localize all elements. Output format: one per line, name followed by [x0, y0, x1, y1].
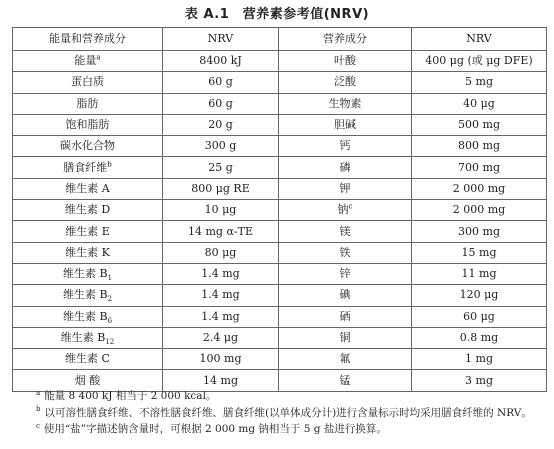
nutrient-name-text: 维生素 K — [65, 245, 110, 259]
nrv-value — [163, 93, 279, 114]
nutrient-name-text: 维生素 A — [65, 181, 110, 195]
nrv-value — [412, 114, 547, 135]
nrv-value-text: 800 mg — [458, 139, 500, 153]
footnote-text: 使用“盐”字描述钠含量时，可根据 2 000 mg 钠相当于 5 g 盐进行换算。 — [43, 423, 387, 435]
nutrient-name-text: 叶酸 — [334, 54, 356, 68]
table-title: 表 A.1 营养素参考值(NRV) — [184, 7, 370, 22]
nutrient-name-text: 钠 — [337, 203, 349, 217]
nrv-value — [163, 327, 279, 348]
nutrient-name-text: 维生素 D — [64, 203, 111, 217]
nrv-value — [412, 200, 547, 221]
table-row — [13, 285, 547, 306]
header-nutrient: 营养成分 — [279, 28, 412, 51]
nrv-value-text: 8400 kJ — [199, 54, 242, 68]
table-row — [13, 327, 547, 348]
nrv-value-text: 100 mg — [199, 352, 242, 366]
nutrient-name — [13, 93, 163, 114]
nrv-value-text: 700 mg — [458, 160, 500, 174]
nrv-value — [412, 72, 547, 93]
table-header-row — [13, 28, 547, 51]
nutrient-name — [279, 200, 412, 221]
nrv-value-text: 2.4 μg — [202, 331, 239, 344]
nrv-value-text: 60 g — [208, 96, 233, 110]
nutrient-name — [279, 114, 412, 135]
nrv-value — [412, 221, 547, 242]
nrv-value — [163, 136, 279, 157]
table-row — [13, 349, 547, 370]
table-row — [13, 200, 547, 221]
nutrient-name — [279, 157, 412, 178]
nrv-value-text: 11 mg — [461, 267, 497, 281]
nrv-table — [12, 27, 547, 392]
nrv-value-text: 3 mg — [465, 373, 493, 387]
nutrient-name-text: 磷 — [339, 160, 351, 174]
nrv-value — [412, 51, 547, 72]
nrv-value-text: 2 000 mg — [452, 181, 506, 195]
footnote-marker: b — [107, 159, 112, 168]
nrv-value — [163, 263, 279, 284]
nutrient-name — [279, 72, 412, 93]
nrv-value — [412, 136, 547, 157]
footnote-text: 以可溶性膳食纤维、不溶性膳食纤维、膳食纤维(以单体成分计)进行含量标示时均采用膳食纤维的 NRV。 — [44, 406, 532, 419]
nutrient-name-text: 氟 — [339, 352, 351, 366]
nrv-value-text: 80 μg — [204, 245, 237, 259]
nutrient-name — [13, 263, 163, 284]
nutrient-name — [13, 349, 163, 370]
footnote — [36, 388, 546, 405]
table-row — [13, 72, 547, 93]
table-footnotes — [36, 388, 546, 438]
nrv-value — [412, 263, 547, 284]
footnote-marker: c — [348, 202, 353, 211]
nrv-value — [163, 51, 279, 72]
nutrient-name-text: 蛋白质 — [71, 75, 104, 89]
nrv-value — [163, 200, 279, 221]
nrv-value — [163, 221, 279, 242]
table-row — [13, 51, 547, 72]
table-row — [13, 221, 547, 242]
nutrient-name-text: 碘 — [339, 288, 351, 302]
nutrient-name — [279, 221, 412, 242]
nrv-value — [163, 157, 279, 178]
nrv-value-text: 400 μg (或 μg DFE) — [425, 54, 533, 68]
nrv-value — [163, 72, 279, 93]
footnote — [36, 405, 546, 422]
subscript: 12 — [105, 338, 115, 347]
nrv-value — [412, 242, 547, 263]
nutrient-name — [13, 72, 163, 93]
nutrient-name — [279, 306, 412, 327]
nutrient-name-text: 维生素 E — [65, 224, 110, 238]
nutrient-name-text: 维生素 B — [62, 309, 108, 323]
nrv-value-text: 25 g — [208, 160, 233, 174]
nutrient-name-text: 碳水化合物 — [60, 139, 115, 153]
nutrient-name-text: 锌 — [339, 267, 351, 281]
nutrient-name-text: 生物素 — [328, 96, 362, 110]
nutrient-name-text: 饱和脂肪 — [65, 118, 110, 132]
nutrient-name-text: 烟 酸 — [74, 373, 101, 387]
nutrient-name-text: 维生素 C — [65, 352, 110, 366]
table-row — [13, 157, 547, 178]
nrv-value-text: 300 mg — [458, 224, 500, 238]
header-nrv: NRV — [412, 28, 547, 51]
table-row — [13, 136, 547, 157]
nutrient-name-text: 铁 — [339, 245, 351, 259]
footnote — [36, 421, 546, 438]
nutrient-name-text: 维生素 B — [60, 331, 106, 344]
nutrient-name-text: 维生素 B — [62, 288, 108, 302]
footnote-marker: c — [36, 421, 40, 430]
nrv-value-text: 60 μg — [463, 309, 495, 323]
nutrient-name — [13, 200, 163, 221]
nutrient-name — [13, 114, 163, 135]
nutrient-name — [279, 93, 412, 114]
nrv-value — [163, 306, 279, 327]
nrv-value-text: 60 g — [208, 75, 233, 89]
footnote-marker: b — [36, 405, 41, 413]
nutrient-name — [13, 51, 163, 72]
nrv-value-text: 15 mg — [461, 245, 497, 259]
nutrient-name — [279, 263, 412, 284]
nutrient-name — [13, 327, 163, 348]
subscript: 2 — [107, 295, 113, 304]
nrv-value — [163, 178, 279, 199]
nutrient-name — [279, 51, 412, 72]
nrv-value-text: 0.8 mg — [459, 331, 499, 344]
nutrient-name — [13, 136, 163, 157]
header-nrv: NRV — [163, 28, 279, 51]
nutrient-name — [13, 242, 163, 263]
nrv-value — [412, 285, 547, 306]
nutrient-name-text: 镁 — [339, 224, 351, 238]
footnote-marker: a — [96, 53, 101, 62]
header-nutrient: 能量和营养成分 — [13, 28, 163, 51]
nutrient-name — [13, 178, 163, 199]
nutrient-name — [13, 157, 163, 178]
nutrient-name — [13, 221, 163, 242]
nrv-value — [163, 285, 279, 306]
nrv-value — [412, 178, 547, 199]
nutrient-name-text: 锰 — [339, 373, 351, 387]
nutrient-name-text: 膳食纤维 — [63, 160, 108, 174]
nrv-value-text: 500 mg — [458, 118, 500, 132]
nrv-value — [163, 349, 279, 370]
nutrient-name-text: 维生素 B — [62, 267, 108, 281]
nrv-value — [412, 349, 547, 370]
nutrient-name — [13, 285, 163, 306]
nrv-value-text: 1.4 mg — [201, 267, 240, 281]
nutrient-name-text: 钾 — [339, 181, 351, 195]
nutrient-name — [279, 136, 412, 157]
nrv-value-text: 1.4 mg — [201, 309, 240, 323]
nutrient-name-text: 钙 — [339, 139, 351, 153]
nutrient-name — [279, 349, 412, 370]
nutrient-name-text: 硒 — [339, 309, 351, 323]
subscript: 6 — [107, 316, 113, 325]
nrv-value-text: 1.4 mg — [201, 288, 240, 302]
nutrient-name-text: 脂肪 — [76, 96, 99, 110]
footnote-marker: a — [36, 388, 41, 397]
nrv-value-text: 5 mg — [465, 75, 493, 89]
nrv-value — [412, 157, 547, 178]
nrv-value-text: 20 g — [208, 118, 233, 132]
nrv-value-text: 120 μg — [459, 288, 499, 302]
table-row — [13, 306, 547, 327]
nrv-value-text: 14 mg — [203, 373, 238, 387]
table-row — [13, 114, 547, 135]
nutrient-name — [279, 285, 412, 306]
nrv-value-text: 1 mg — [465, 352, 493, 366]
nrv-value — [412, 93, 547, 114]
table-row — [13, 93, 547, 114]
subscript: 1 — [107, 274, 113, 283]
nrv-value-text: 800 μg RE — [191, 181, 250, 195]
nutrient-name-text: 胆碱 — [334, 118, 356, 132]
nrv-value-text: 14 mg α-TE — [188, 224, 253, 238]
nrv-value-text: 300 g — [204, 139, 237, 153]
nutrient-name — [279, 178, 412, 199]
nutrient-name-text: 铜 — [339, 331, 351, 344]
nrv-value-text: 2 000 mg — [452, 203, 506, 217]
nutrient-name-text: 能量 — [74, 54, 97, 68]
nrv-value — [412, 327, 547, 348]
nrv-value-text: 40 μg — [463, 96, 495, 110]
nutrient-name — [279, 242, 412, 263]
table-row — [13, 178, 547, 199]
footnote-text: 能量 8 400 kJ 相当于 2 000 kcal。 — [44, 390, 217, 402]
nrv-value — [163, 242, 279, 263]
nrv-value — [163, 114, 279, 135]
nutrient-name — [279, 327, 412, 348]
nutrient-name — [13, 306, 163, 327]
nrv-value — [412, 306, 547, 327]
nrv-value-text: 10 μg — [204, 203, 237, 217]
table-row — [13, 242, 547, 263]
nutrient-name-text: 泛酸 — [334, 75, 356, 89]
table-row — [13, 263, 547, 284]
